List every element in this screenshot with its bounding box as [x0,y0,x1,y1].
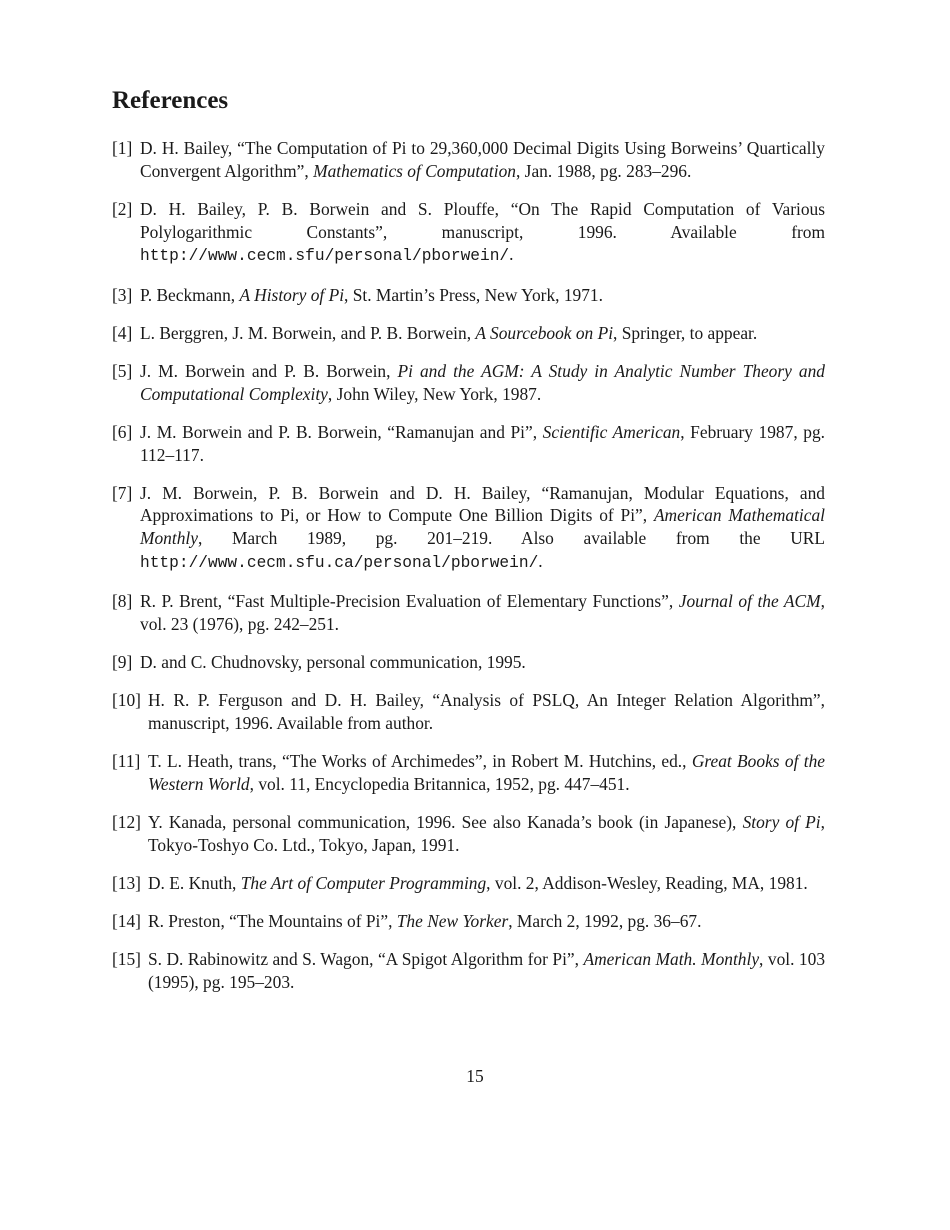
reference-item-4 [112,322,825,345]
journal-title: Journal of the ACM [678,591,821,612]
reference-number: [14] [112,911,141,932]
reference-item-7 [112,482,825,575]
reference-text: J. M. Borwein, P. B. Borwein and D. H. Bailey, “Ramanujan, Modular Equations, and Approximations to Pi, or How to Compute One Billion Digits of Pi”, American Mathematical Monthly, March 1989, pg. 201–219. Also available from the URL http://www.cecm.sfu.ca/personal/pborwein/. [140,482,825,572]
reference-number: [7] [112,482,133,503]
reference-item-9 [112,651,825,674]
reference-number: [10] [112,690,141,711]
references-section [112,84,825,1009]
reference-text: T. L. Heath, trans, “The Works of Archimedes”, in Robert M. Hutchins, ed., Great Books of the Western World, vol. 11, Encyclopedia Britannica, 1952, pg. 447–451. [148,751,825,794]
reference-text: Y. Kanada, personal communication, 1996. See also Kanada’s book (in Japanese), Story of Pi, Tokyo-Toshyo Co. Ltd., Tokyo, Japan, 1991. [148,811,825,855]
reference-item-14 [112,910,825,933]
journal-title: Scientific American [542,421,681,442]
reference-text: J. M. Borwein and P. B. Borwein, “Ramanujan and Pi”, Scientific American, February 1987, pg. 112–117. [140,421,825,465]
reference-text: H. R. P. Ferguson and D. H. Bailey, “Analysis of PSLQ, An Integer Relation Algorithm”, manuscript, 1996. Available from author. [148,690,825,733]
reference-url: http://www.cecm.sfu.ca/personal/pborwein/ [140,553,539,572]
reference-item-11 [112,750,825,795]
reference-item-5 [112,360,825,405]
book-title: Story of Pi [742,811,821,832]
book-title: Pi and the AGM: A Study in Analytic Number Theory and Computational Complexity [140,360,825,404]
reference-number: [8] [112,591,133,612]
journal-title: American Math. Monthly [583,949,760,970]
book-title: A Sourcebook on Pi [475,322,614,343]
reference-number: [12] [112,811,141,832]
reference-text: D. H. Bailey, P. B. Borwein and S. Plouffe, “On The Rapid Computation of Various Polylogarithmic Constants”, manuscript, 1996. Available from http://www.cecm.sfu/personal/pborwein/. [140,198,825,266]
reference-item-3 [112,284,825,307]
book-title: Great Books of the Western World [148,751,825,794]
reference-text: D. H. Bailey, “The Computation of Pi to 29,360,000 Decimal Digits Using Borweins’ Quartically Convergent Algorithm”, Mathematics of Computation, Jan. 1988, pg. 283–296. [140,138,825,181]
book-title: The Art of Computer Programming [240,872,487,893]
reference-item-6 [112,421,825,466]
reference-number: [11] [112,751,141,772]
reference-text: R. Preston, “The Mountains of Pi”, The New Yorker, March 2, 1992, pg. 36–67. [148,911,702,932]
reference-text: D. E. Knuth, The Art of Computer Programming, vol. 2, Addison-Wesley, Reading, MA, 1981. [148,872,808,893]
reference-text: S. D. Rabinowitz and S. Wagon, “A Spigot Algorithm for Pi”, American Math. Monthly, vol. 103 (1995), pg. 195–203. [148,949,826,992]
section-heading: References [112,87,229,114]
reference-number: [5] [112,360,133,381]
reference-text: D. and C. Chudnovsky, personal communication, 1995. [140,651,526,672]
reference-list [112,137,825,994]
journal-title: American Mathematical Monthly [140,505,825,549]
reference-text: P. Beckmann, A History of Pi, St. Martin’s Press, New York, 1971. [140,284,603,305]
reference-number: [6] [112,421,133,442]
reference-text: R. P. Brent, “Fast Multiple-Precision Evaluation of Elementary Functions”, Journal of the ACM, vol. 23 (1976), pg. 242–251. [140,591,826,634]
reference-item-1 [112,137,825,182]
page-number: 15 [466,1066,484,1086]
reference-item-8 [112,590,825,635]
reference-number: [13] [112,872,141,893]
reference-number: [15] [112,949,141,970]
reference-number: [3] [112,284,133,305]
reference-item-15 [112,948,825,993]
reference-number: [4] [112,322,133,343]
reference-text: J. M. Borwein and P. B. Borwein, Pi and the AGM: A Study in Analytic Number Theory and Computational Complexity, John Wiley, New York, 1987. [140,360,825,404]
reference-url: http://www.cecm.sfu/personal/pborwein/ [140,247,510,266]
reference-number: [9] [112,651,133,672]
book-title: A History of Pi [239,284,345,305]
reference-item-10 [112,689,825,734]
reference-item-2 [112,198,825,268]
journal-title: Mathematics of Computation [313,160,516,181]
reference-item-13 [112,872,825,895]
reference-item-12 [112,811,825,856]
reference-number: [2] [112,198,133,219]
reference-text: L. Berggren, J. M. Borwein, and P. B. Borwein, A Sourcebook on Pi, Springer, to appear. [140,322,758,343]
journal-title: The New Yorker [396,911,509,932]
reference-number: [1] [112,138,133,158]
